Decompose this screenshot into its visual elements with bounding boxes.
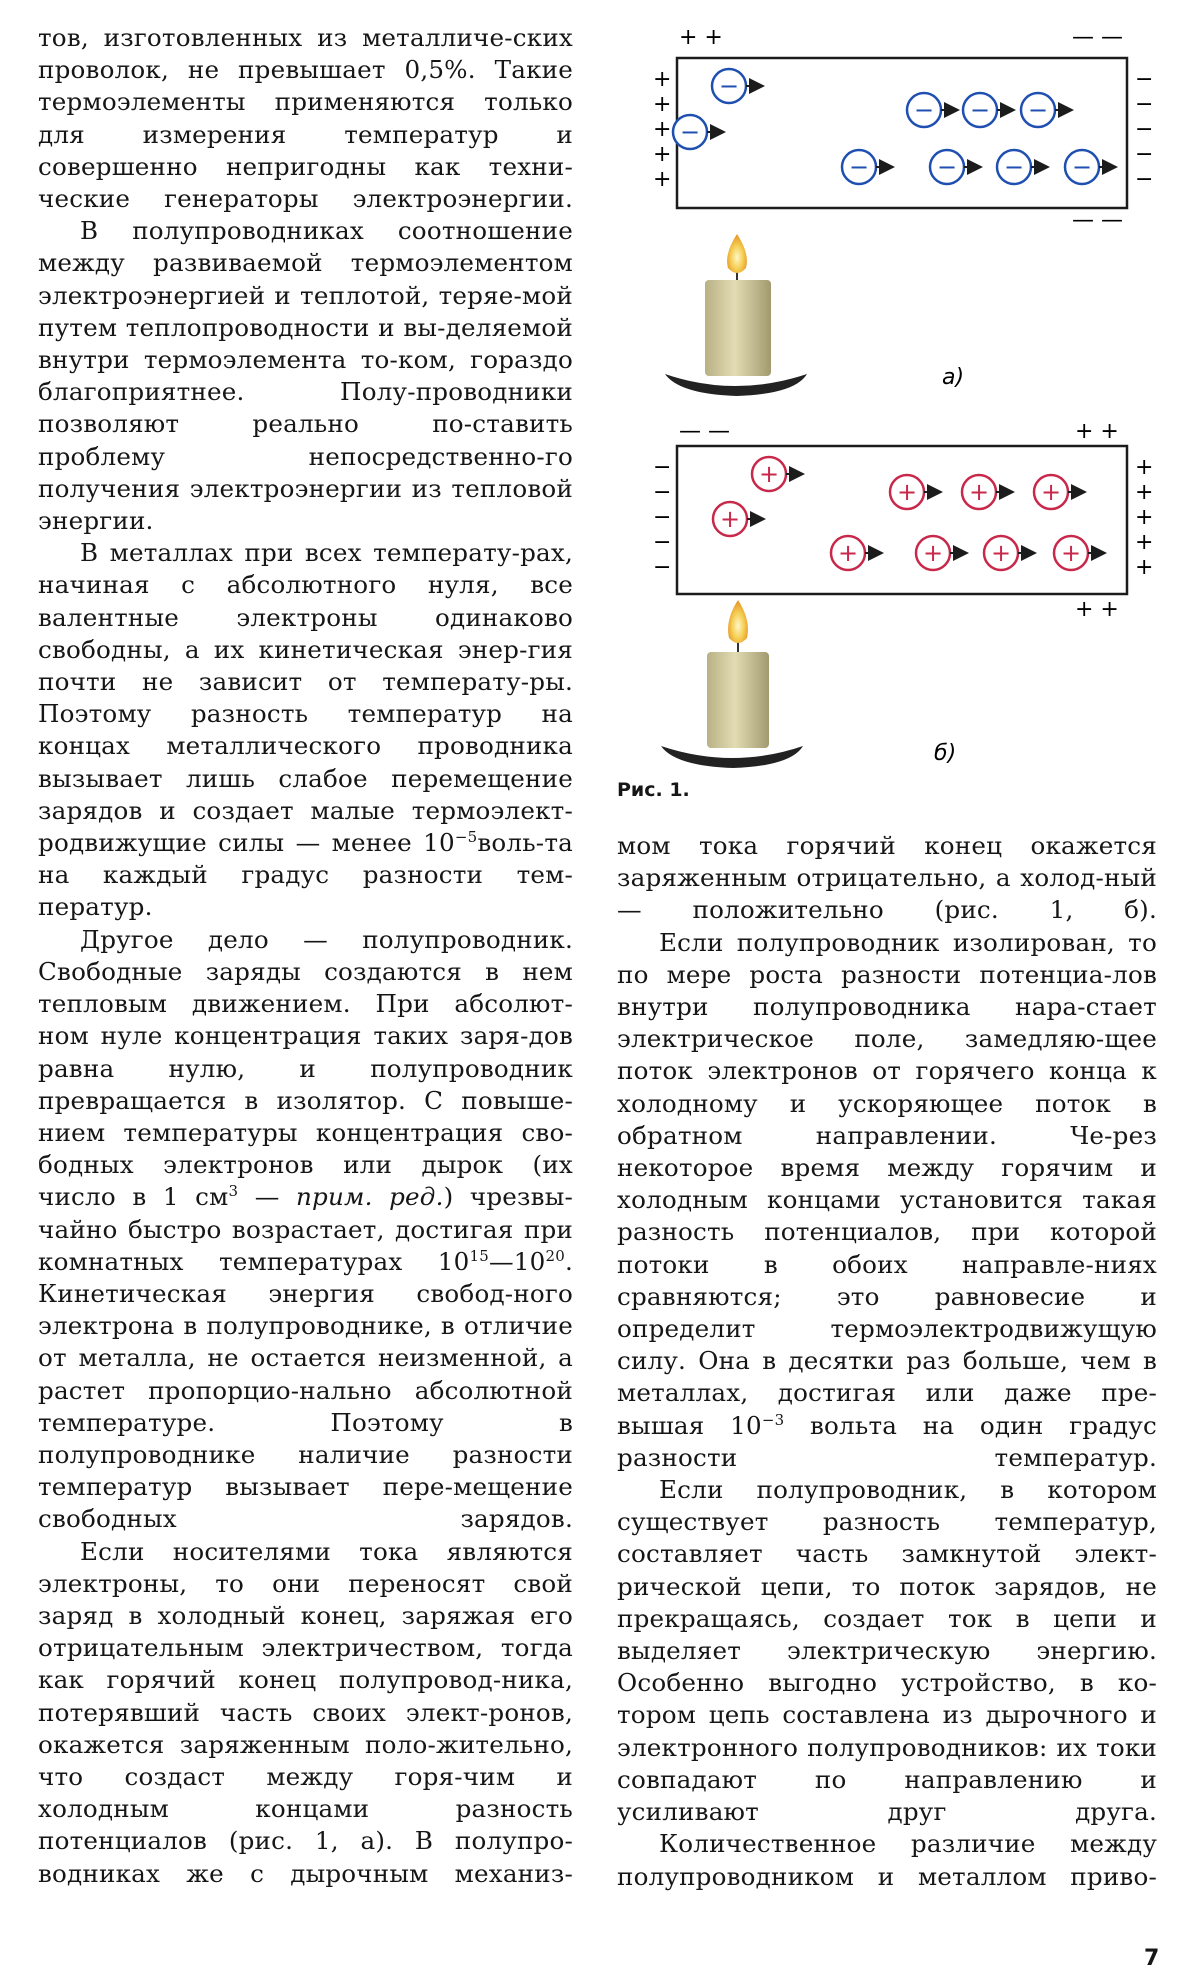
panel-a-right-sign-3: − [1135,117,1154,142]
figure-drawing [617,22,1157,812]
panel-a-bottom-right-charges: — — [1072,208,1123,233]
candle-a-flame [727,234,747,273]
hole-4-sign: + [968,478,990,506]
candle-a-illustration [665,234,807,396]
figure-1 [617,22,1157,812]
panel-a-left-sign-1: + [653,67,672,92]
hole-2-sign: + [719,505,741,533]
candle-b-illustration [661,600,803,768]
candle-b-flame [728,600,748,643]
panel-b-left-sign-4: − [653,530,672,555]
isolated-text-b: вольта на один градус разности температур. [617,1410,1157,1472]
hole-5-sign: + [1040,478,1062,506]
electron-1-sign: − [718,72,740,100]
hole-8-sign: + [990,539,1012,567]
electron-8-sign: − [1003,153,1025,181]
metals-text-a: В металлах при всех температу-рах, начиная с абсолютного нуля, все валентные электроны одинаково свободны, а их кинетическая энер-гия почти не зависит от температу-ры. Поэтому разность температур на концах металлического проводника вызывает лишь слабое перемещение зарядов и создает малые термоэлект-родвижущие силы — менее 10 [38,538,573,858]
panel-a-left-sign-5: + [653,167,672,192]
paragraph-hole-mechanism: мом тока горячий конец окажется заряженным отрицательно, а холод-ный — положительно (рис. 1, б). [617,831,1157,925]
panel-b-left-sign-1: − [653,455,672,480]
electron-3-sign: − [913,96,935,124]
panel-a-right-sign-5: − [1135,167,1154,192]
electron-7-sign: − [936,153,958,181]
panel-a-top-right-charges: — — [1072,25,1123,50]
candle-a-dish [665,374,807,396]
isolated-text-a: Если полупроводник изолирован, то по мере роста разности потенциа-лов внутри полупроводника нара-стает электрическое поле, замедляю-щее поток электронов от горячего конца к холодному и ускоряющее поток в обратном направлении. Че-рез некоторое время между горячим и холодным концами установится такая разность потенциалов, при которой потоки в обоих направле-ниях сравняются; это равновесие и определит термоэлектродвижущую силу. Она в десятки раз больше, чем в металлах, достигая или даже пре-вышая 10 [617,927,1157,1440]
exponent-minus-five: −5 [454,828,478,847]
panel-b-right-sign-4: + [1135,530,1154,555]
panel-b-left-sign-3: − [653,505,672,530]
paragraph-semiconductor-ratio: В полупроводниках соотношение между развиваемой термоэлементом электроэнергией и теплотой, теряе-мой путем теплопроводности и вы-деляемой внутри термоэлемента то-ком, гораздо благоприятнее. Полу-проводники позволяют реально по-ставить проблему непосредственно-го получения электроэнергии из тепловой энергии. [38,216,573,536]
paragraph-metals-electrons [38,537,573,923]
hole-1-sign: + [758,460,780,488]
candle-b-dish [661,746,803,768]
semi-text-e: . Кинетическая энергия свобод-ного электрона в полупроводнике, в отличие от металла, не остается неизменной, а растет пропорцио-нально абсолютной температуре. Поэтому в полупроводнике наличие разности температур вызывает пере-мещение свободных зарядов. [38,1246,573,1534]
paragraph-electron-carriers: Если носителями тока являются электроны, то они переносят свой заряд в холодный конец, заряжая его отрицательным электричеством, тогда как горячий конец полупровод-ника, потерявший часть своих элект-ронов, окажется заряженным поло-жительно, что создаст между горя-чим и холодным концами разность потенциалов (рис. 1, а). В полупро-водниках же с дырочным механиз- [38,1536,573,1888]
page-number: 7 [1144,1946,1160,1971]
semi-text-c: ) чрезвы-чайно быстро возрастает, достигая при комнатных температурах 10 [38,1182,573,1276]
panel-b-left-sign-2: − [653,480,672,505]
electron-4-sign: − [969,96,991,124]
electron-2-sign: − [679,118,701,146]
panel-b-right-sign-1: + [1135,455,1154,480]
panel-b-bottom-right-charges: + + [1075,597,1119,622]
panel-a-left-sign-4: + [653,142,672,167]
panel-b-right-sign-5: + [1135,555,1154,580]
hole-6-sign: + [837,539,859,567]
panel-b-top-right-charges: + + [1075,419,1119,444]
metals-text-b: воль-та на каждый градус разности тем-ператур. [38,828,573,922]
panel-b-top-left-charges: — — [679,419,730,444]
exponent-minus-three: −3 [761,1410,785,1429]
electron-5-sign: − [1027,96,1049,124]
paragraph-thermoelements-efficiency: тов, изготовленных из металличе-ских проволок, не превышает 0,5%. Такие термоэлементы применяются только для измерения температур и совершенно непригодны как техни-ческие генераторы электроэнергии. [38,23,573,214]
panel-b-right-sign-3: + [1135,505,1154,530]
electron-6-sign: − [848,153,870,181]
panel-b-right-sign-2: + [1135,480,1154,505]
hole-3-sign: + [896,478,918,506]
hole-9-sign: + [1060,539,1082,567]
exponent-fifteen: 15 [469,1246,489,1265]
paragraph-semiconductor-charges [38,924,573,1536]
figure-caption: Рис. 1. [617,779,690,801]
panel-a-top-left-charges: + + [679,25,723,50]
exponent-three: 3 [228,1182,239,1201]
hole-7-sign: + [922,539,944,567]
candle-a-wax [705,280,771,376]
panel-b-left-sign-5: − [653,555,672,580]
semi-text-d: —10 [488,1246,546,1276]
exponent-twenty: 20 [545,1246,565,1265]
panel-a-right-sign-1: − [1135,67,1154,92]
panel-a-right-sign-2: − [1135,92,1154,117]
semi-text-b: — [238,1182,296,1212]
editor-note: прим. ред. [296,1182,444,1212]
panel-a-left-sign-3: + [653,117,672,142]
panel-a-right-sign-4: − [1135,142,1154,167]
paragraph-quantitative-difference: Количественное различие между полупроводником и металлом приво- [617,1829,1157,1891]
figure-label-b: б) [934,741,957,766]
right-text-block [617,830,1157,1893]
candle-b-wax [707,652,769,748]
figure-label-a: а) [942,365,965,390]
electron-9-sign: − [1071,153,1093,181]
panel-a-left-sign-2: + [653,92,672,117]
paragraph-isolated-semiconductor [617,927,1157,1474]
paragraph-closed-circuit: Если полупроводник, в котором существует разность температур, составляет часть замкнутой элект-рической цепи, то поток зарядов, не прекращаясь, создает ток в цепи и выделяет электрическую энергию. Особенно выгодно устройство, в ко-тором цепь составлена из дырочного и электронного полупроводников: их токи совпадают по направлению и усиливают друг друга. [617,1475,1157,1827]
semi-text-a: Другое дело — полупроводник. Свободные заряды создаются в нем тепловым движением. При абсолют-ном нуле концентрация таких заря-дов равна нулю, и полупроводник превращается в изолятор. С повыше-нием температуры концентрация сво-бодных электронов или дырок (их число в 1 см [38,924,573,1212]
left-text-column [38,22,573,1890]
